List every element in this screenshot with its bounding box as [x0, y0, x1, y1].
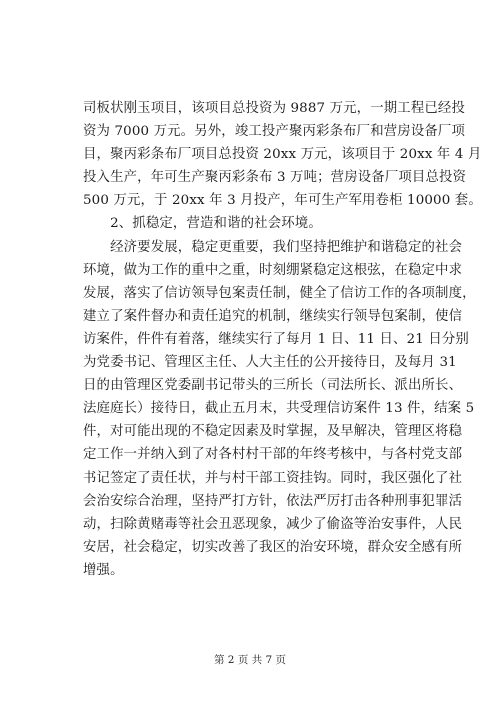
text-line: 会治安综合治理，坚持严打方针，依法严厉打击各种刑事犯罪活 — [83, 493, 463, 509]
text-line: 件，对可能出现的不稳定因素及时掌握，及早解决，管理区将稳 — [83, 424, 463, 440]
text-line: 增强。 — [83, 562, 124, 578]
text-line: 发展，落实了信访领导包案责任制，健全了信访工作的各项制度， — [83, 285, 476, 301]
text-line: 法庭庭长）接待日，截止五月末，共受理信访案件 13 件，结案 5 — [83, 401, 475, 417]
text-line: 资为 7000 万元。另外，竣工投产聚丙彩条布厂和营房设备厂项 — [83, 124, 466, 140]
text-line: 2、抓稳定，营造和谐的社会环境。 — [83, 216, 322, 232]
text-line: 500 万元，于 20xx 年 3 月投产，年可生产军用卷柜 10000 套。 — [83, 193, 482, 209]
text-line: 访案件，件件有着落，继续实行了每月 1 日、11 日、21 日分别 — [83, 331, 469, 347]
text-line: 环境，做为工作的重中之重，时刻绷紧稳定这根弦，在稳定中求 — [83, 262, 463, 278]
document-body — [83, 97, 482, 582]
text-line: 书记签定了责任状，并与村干部工资挂钩。同时，我区强化了社 — [83, 470, 463, 486]
text-line: 定工作一并纳入到了对各村村干部的年终考核中，与各村党支部 — [83, 447, 463, 463]
text-line: 建立了案件督办和责任追究的机制，继续实行领导包案制，使信 — [83, 308, 463, 324]
text-line: 日的由管理区党委副书记带头的三所长（司法所长、派出所长、 — [83, 378, 463, 394]
text-line: 安居，社会稳定，切实改善了我区的治安环境，群众安全感有所 — [83, 539, 463, 555]
text-line: 目，聚丙彩条布厂项目总投资 20xx 万元，该项目于 20xx 年 4 月 — [83, 147, 482, 163]
text-line: 经济要发展，稳定更重要，我们坚持把维护和谐稳定的社会 — [83, 239, 463, 255]
page-number-footer: 第 2 页 共 7 页 — [213, 654, 287, 666]
text-line: 司板状刚玉项目，该项目总投资为 9887 万元，一期工程已经投 — [83, 101, 466, 116]
text-line: 投入生产，年可生产聚丙彩条布 3 万吨；营房设备厂项目总投资 — [83, 170, 467, 186]
text-line: 为党委书记、管理区主任、人大主任的公开接待日，及每月 31 — [83, 355, 457, 371]
text-line: 动，扫除黄赌毒等社会丑恶现象，减少了偷盗等治安事件，人民 — [83, 516, 463, 532]
